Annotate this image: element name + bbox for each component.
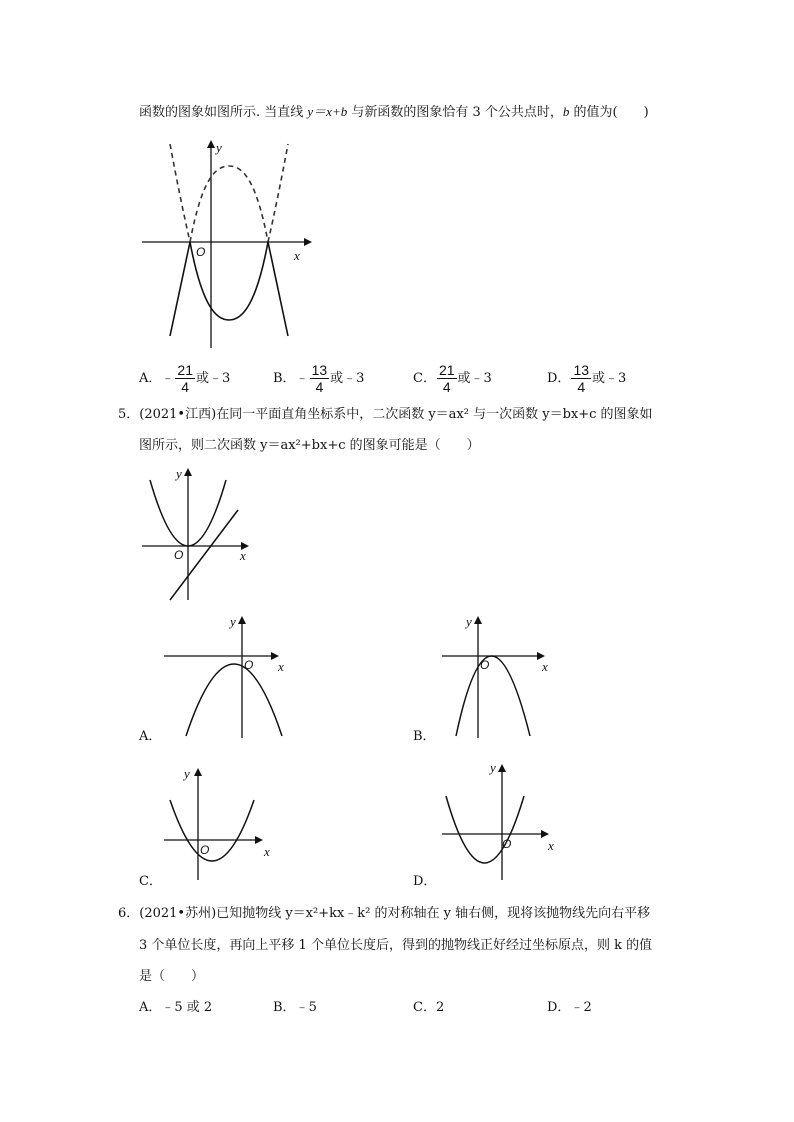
- q6-option-a-text: ﹣5 或 2: [161, 1000, 213, 1015]
- q4-option-a-letter: A．: [139, 371, 162, 386]
- q5-c-parabola: [170, 800, 254, 861]
- q5-reference-graph: [140, 466, 255, 604]
- q4-stem: [139, 103, 649, 122]
- q5-b-y-label: y: [466, 614, 472, 629]
- q5-source: (2021•江西): [139, 407, 217, 422]
- q5-d-parabola: [446, 796, 524, 863]
- q5-line-1-text: 在同一平面直角坐标系中，二次函数 y＝ax² 与一次函数 y＝bx+c 的图象如: [216, 407, 653, 422]
- q5-option-b-letter[interactable]: B．: [413, 729, 436, 744]
- q6-option-a-letter: A．: [139, 1000, 162, 1015]
- q4-solid-right-arm: [268, 242, 288, 336]
- q5-d-origin-label: O: [502, 837, 512, 851]
- q6-option-d-letter: D．: [547, 1000, 571, 1015]
- q4-b-variable: b: [562, 104, 570, 119]
- q4-option-b-denominator: 4: [315, 379, 324, 395]
- q4-option-c[interactable]: [413, 362, 492, 395]
- q4-stem-mid: 与新函数的图象恰有 3 个公共点时，: [347, 105, 563, 120]
- q5-b-parabola: [456, 656, 530, 736]
- q6-option-c-letter: C．: [413, 1000, 436, 1015]
- q6-option-d[interactable]: [547, 999, 592, 1017]
- q5-option-c-letter[interactable]: C．: [139, 874, 162, 889]
- q4-option-c-numerator: 21: [438, 362, 455, 378]
- q5-a-y-label: y: [230, 614, 236, 629]
- q4-option-b-letter: B．: [273, 371, 296, 386]
- q5-d-y-arrow: [498, 764, 506, 772]
- q6-stem-line-3: [139, 968, 204, 986]
- q5-c-y-label: y: [184, 766, 190, 781]
- q6-option-d-text: ﹣2: [570, 1000, 592, 1015]
- q4-origin-label: O: [196, 245, 206, 259]
- q5-c-x-arrow: [255, 836, 263, 844]
- q4-option-b-tail: 或﹣3: [330, 371, 365, 386]
- q5-a-parabola: [186, 664, 282, 736]
- q5-d-x-label: x: [548, 838, 554, 853]
- q4-option-d-tail: 或﹣3: [592, 371, 627, 386]
- q4-option-c-denominator: 4: [442, 379, 451, 395]
- q6-option-b-letter: B．: [273, 1000, 296, 1015]
- q4-option-d-denominator: 4: [577, 379, 586, 395]
- q5-option-c-graph[interactable]: [160, 762, 278, 882]
- q4-line-equation: y＝x+b: [307, 104, 348, 119]
- q4-y-arrow: [207, 140, 215, 148]
- q5-option-d-graph[interactable]: [438, 758, 560, 882]
- q6-source: (2021•苏州): [139, 906, 217, 921]
- q5-ref-x-label: x: [240, 548, 246, 563]
- q4-dashed-right-arm: [268, 144, 288, 242]
- q4-option-c-letter: C．: [413, 371, 436, 386]
- q4-option-c-fraction: [437, 362, 457, 395]
- q5-option-d-letter[interactable]: D．: [413, 874, 437, 889]
- q6-stem-line-1: [118, 905, 650, 923]
- q5-a-origin-label: O: [244, 658, 254, 672]
- q4-dashed-hump: [190, 166, 268, 242]
- q4-option-b-fraction: [310, 362, 330, 395]
- q5-ref-y-arrow: [184, 468, 192, 476]
- q4-option-b-prefix: ﹣: [295, 371, 309, 386]
- q5-a-x-label: x: [278, 659, 284, 674]
- q5-d-x-arrow: [541, 830, 549, 838]
- q4-option-a-fraction: [175, 362, 195, 395]
- q5-d-y-label: y: [490, 760, 496, 775]
- q4-dashed-left-arm: [170, 144, 190, 242]
- q5-option-b-graph[interactable]: [438, 612, 553, 740]
- q6-option-b-text: ﹣5: [295, 1000, 317, 1015]
- q4-stem-prefix: 函数的图象如图所示. 当直线: [139, 105, 308, 120]
- q4-stem-suffix: 的值为( ): [569, 105, 649, 120]
- q5-option-a-letter[interactable]: A．: [139, 729, 162, 744]
- q6-option-c[interactable]: [413, 999, 444, 1017]
- q5-ref-y-label: y: [176, 466, 182, 481]
- q6-line-1-text: 已知抛物线 y＝x²+kx﹣k² 的对称轴在 y 轴右侧，现将该抛物线先向右平移: [216, 906, 651, 921]
- q5-stem-line-2: [139, 437, 480, 455]
- q5-a-y-arrow: [238, 616, 246, 624]
- q6-line-3-text: 是（ ）: [139, 969, 205, 984]
- q4-x-label: x: [294, 248, 300, 263]
- q4-graph: [140, 138, 320, 350]
- q6-option-a[interactable]: [139, 999, 212, 1017]
- q4-y-label: y: [216, 140, 222, 155]
- q4-option-b[interactable]: [273, 362, 364, 395]
- q6-number: 6．: [118, 906, 140, 921]
- q6-option-c-text: 2: [435, 1000, 445, 1015]
- q4-option-a-numerator: 21: [177, 362, 193, 378]
- q5-ref-origin-label: O: [174, 548, 184, 562]
- q5-c-origin-label: O: [200, 843, 210, 857]
- q4-option-d-letter: D．: [547, 371, 571, 386]
- q5-number: 5．: [118, 407, 140, 422]
- q6-line-2-text: 3 个单位长度，再向上平移 1 个单位长度后，得到的抛物线正好经过坐标原点，则 k 的值: [139, 938, 653, 953]
- q4-option-c-tail: 或﹣3: [457, 371, 492, 386]
- q4-option-d[interactable]: [547, 362, 626, 395]
- q4-option-a[interactable]: [139, 362, 230, 395]
- q5-b-x-label: x: [542, 659, 548, 674]
- q4-option-a-tail: 或﹣3: [195, 371, 231, 386]
- q5-line-2-text: 图所示，则二次函数 y＝ax²+bx+c 的图象可能是（ ）: [139, 438, 480, 453]
- q4-option-a-denominator: 4: [181, 379, 190, 395]
- q4-option-b-numerator: 13: [311, 362, 328, 378]
- q5-option-a-graph[interactable]: [160, 612, 295, 740]
- q5-stem-line-1: [118, 406, 653, 424]
- q5-c-y-arrow: [194, 768, 202, 776]
- q4-option-d-fraction: [571, 362, 591, 395]
- q6-stem-line-2: [139, 937, 652, 955]
- q4-solid-left-arm: [170, 242, 190, 336]
- q5-c-x-label: x: [264, 844, 270, 859]
- q4-x-arrow: [304, 238, 312, 246]
- q5-b-origin-label: O: [480, 658, 490, 672]
- q4-option-a-prefix: ﹣: [161, 371, 175, 386]
- q6-option-b[interactable]: [273, 999, 317, 1017]
- q4-option-d-numerator: 13: [573, 362, 590, 378]
- q5-b-y-arrow: [474, 616, 482, 624]
